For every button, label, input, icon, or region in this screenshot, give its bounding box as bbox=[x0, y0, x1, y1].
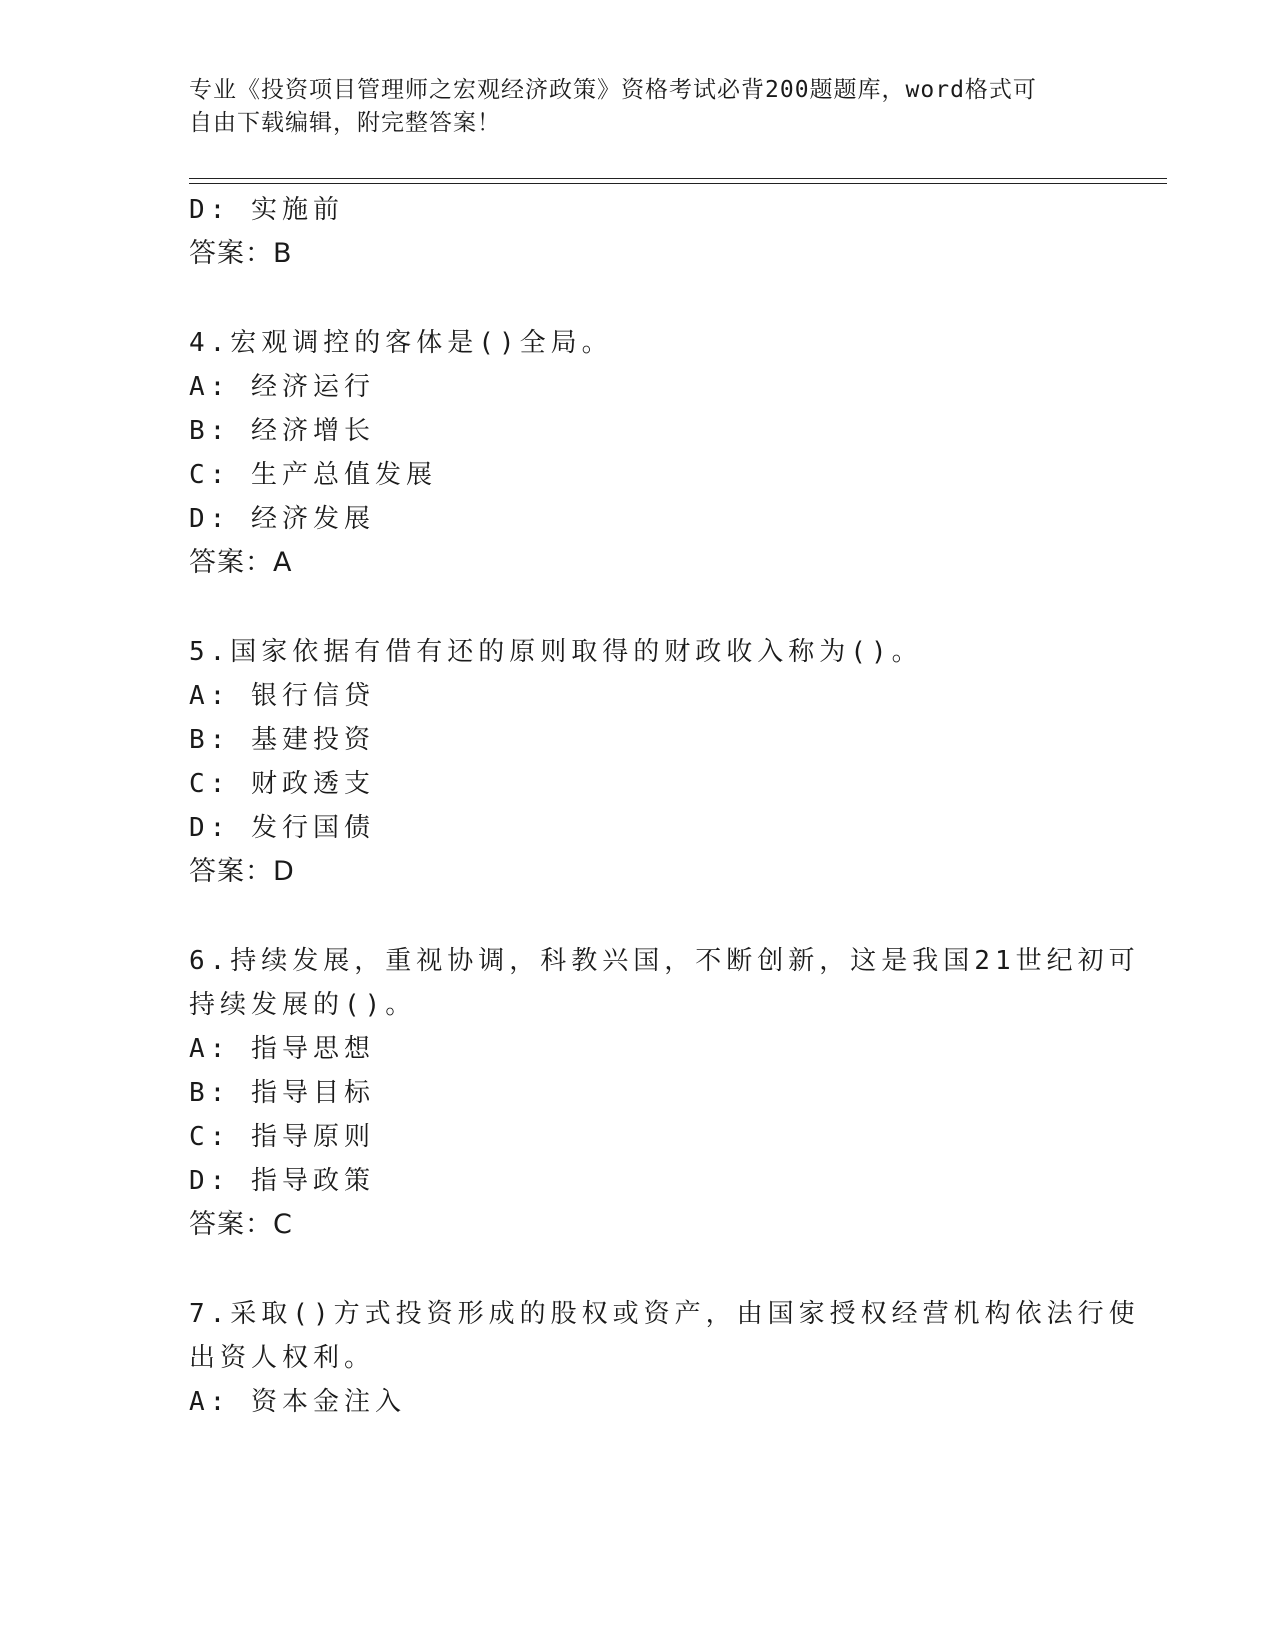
q6-answer: 答案：C bbox=[189, 1209, 293, 1240]
q4-option-b: B: 经济增长 bbox=[189, 416, 375, 446]
q6-option-a: A: 指导思想 bbox=[189, 1034, 375, 1064]
q4-option-d: D: 经济发展 bbox=[189, 504, 375, 534]
document-header bbox=[189, 74, 1069, 140]
q4-option-a: A: 经济运行 bbox=[189, 372, 375, 402]
q7-stem-line-1: 7.采取()方式投资形成的股权或资产，由国家授权经营机构依法行使 bbox=[189, 1299, 1140, 1329]
q4-stem: 4.宏观调控的客体是()全局。 bbox=[189, 328, 613, 358]
q5-option-b: B: 基建投资 bbox=[189, 725, 375, 755]
header-divider-bottom bbox=[189, 183, 1167, 184]
q6-stem-line-2: 持续发展的()。 bbox=[189, 990, 417, 1020]
q6-option-b: B: 指导目标 bbox=[189, 1078, 375, 1108]
q6-option-d: D: 指导政策 bbox=[189, 1166, 375, 1196]
q5-answer: 答案：D bbox=[189, 856, 295, 887]
prev-answer: 答案：B bbox=[189, 238, 293, 269]
q7-stem-line-2: 出资人权利。 bbox=[189, 1343, 376, 1373]
q4-option-c: C: 生产总值发展 bbox=[189, 460, 437, 490]
q5-stem: 5.国家依据有借有还的原则取得的财政收入称为()。 bbox=[189, 637, 923, 667]
q6-stem-line-1: 6.持续发展，重视协调，科教兴国，不断创新，这是我国21世纪初可 bbox=[189, 946, 1140, 976]
q5-option-d: D: 发行国债 bbox=[189, 813, 375, 843]
prev-option-d: D: 实施前 bbox=[189, 195, 344, 225]
q7-option-a: A: 资本金注入 bbox=[189, 1387, 406, 1417]
q6-option-c: C: 指导原则 bbox=[189, 1122, 375, 1152]
header-divider-top bbox=[189, 178, 1167, 179]
q5-option-a: A: 银行信贷 bbox=[189, 681, 375, 711]
header-line-2: 自由下载编辑，附完整答案！ bbox=[189, 110, 501, 136]
q5-option-c: C: 财政透支 bbox=[189, 769, 375, 799]
q4-answer: 答案：A bbox=[189, 547, 293, 578]
header-line-1: 专业《投资项目管理师之宏观经济政策》资格考试必背200题题库，word格式可 bbox=[189, 77, 1037, 103]
